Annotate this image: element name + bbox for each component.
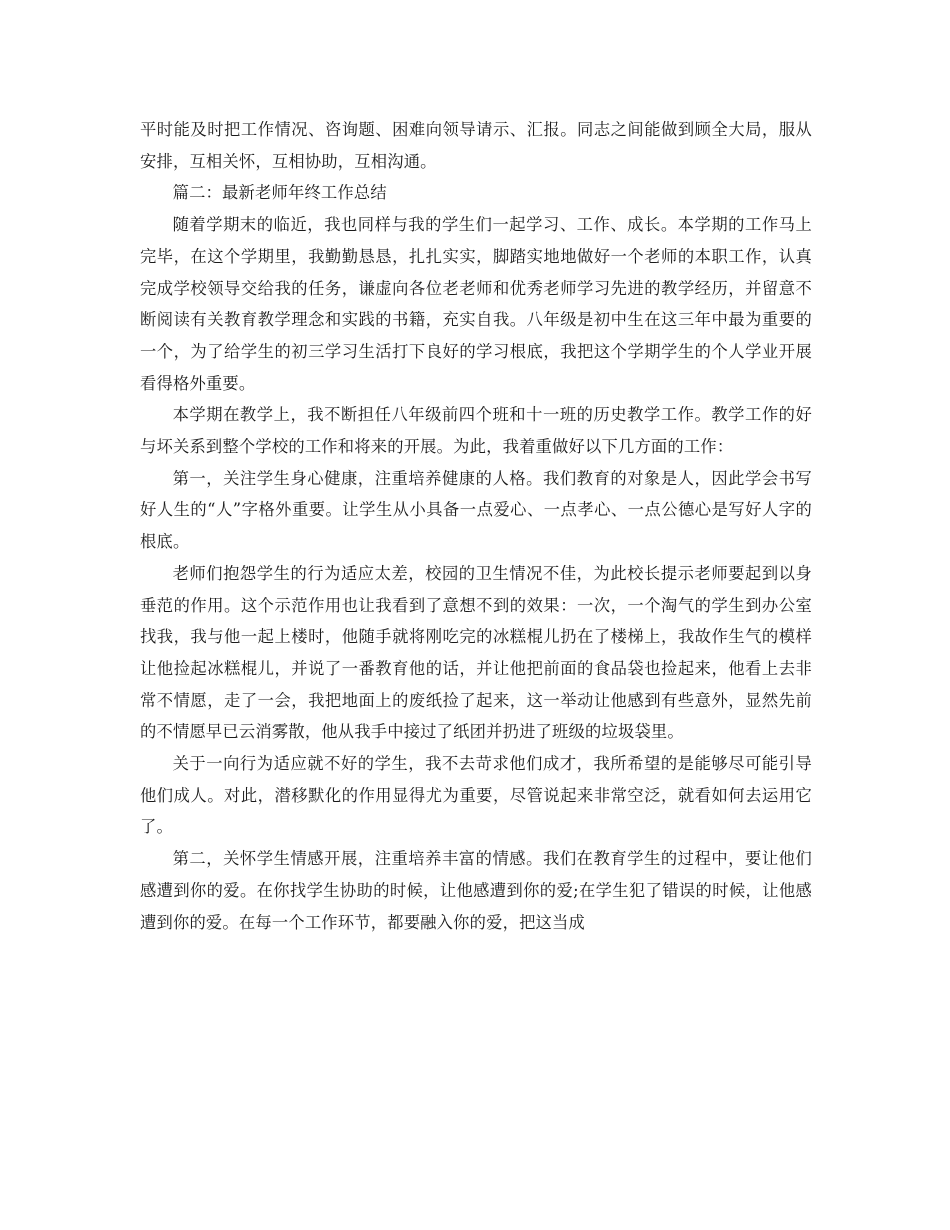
paragraph-7: 第二，关怀学生情感开展，注重培养丰富的情感。我们在教育学生的过程中，要让他们感遭到你的爱。在你找学生协助的时候，让他感遭到你的爱;在学生犯了错误的时候，让他感遭到你的爱。在每一个工作环节，都要融入你的爱，把这当成 xyxy=(140,849,812,932)
paragraph-5: 老师们抱怨学生的行为适应太差，校园的卫生情况不佳，为此校长提示老师要起到以身垂范的作用。这个示范作用也让我看到了意想不到的效果：一次，一个淘气的学生到办公室找我，我与他一起上楼时，他随手就将刚吃完的冰糕棍儿扔在了楼梯上，我故作生气的模样让他捡起冰糕棍儿，并说了一番教育他的话，并让他把前面的食品袋也捡起来，他看上去非常不情愿，走了一会，我把地面上的废纸捡了起来，这一举动让他感到有些意外，显然先前的不情愿早已云消雾散，他从我手中接过了纸团并扔进了班级的垃圾袋里。 xyxy=(140,563,812,742)
paragraph-6: 关于一向行为适应就不好的学生，我不去苛求他们成才，我所希望的是能够尽可能引导他们成人。对此，潜移默化的作用显得尤为重要，尽管说起来非常空泛，就看如何去运用它了。 xyxy=(140,754,812,837)
section-heading: 篇二：最新老师年终工作总结 xyxy=(172,183,387,203)
paragraph-2: 随着学期末的临近，我也同样与我的学生们一起学习、工作、成长。本学期的工作马上完毕，在这个学期里，我勤勤恳恳，扎扎实实，脚踏实地地做好一个老师的本职工作，认真完成学校领导交给我的任务，谦虚向各位老老师和优秀老师学习先进的教学经历，并留意不断阅读有关教育教学理念和实践的书籍，充实自我。八年级是初中生在这三年中最为重要的一个，为了给学生的初三学习生活打下良好的学习根底，我把这个学期学生的个人学业开展看得格外重要。 xyxy=(140,215,812,393)
paragraph-4: 第一，关注学生身心健康，注重培养健康的人格。我们教育的对象是人，因此学会书写好人生的“人”字格外重要。让学生从小具备一点爱心、一点孝心、一点公德心是写好人字的根底。 xyxy=(140,468,812,552)
document-body xyxy=(140,114,812,938)
paragraph-1: 平时能及时把工作情况、咨询题、困难向领导请示、汇报。同志之间能做到顾全大局，服从安排，互相关怀，互相协助，互相沟通。 xyxy=(140,120,812,171)
paragraph-3: 本学期在教学上，我不断担任八年级前四个班和十一班的历史教学工作。教学工作的好与坏关系到整个学校的工作和将来的开展。为此，我着重做好以下几方面的工作： xyxy=(140,405,812,457)
